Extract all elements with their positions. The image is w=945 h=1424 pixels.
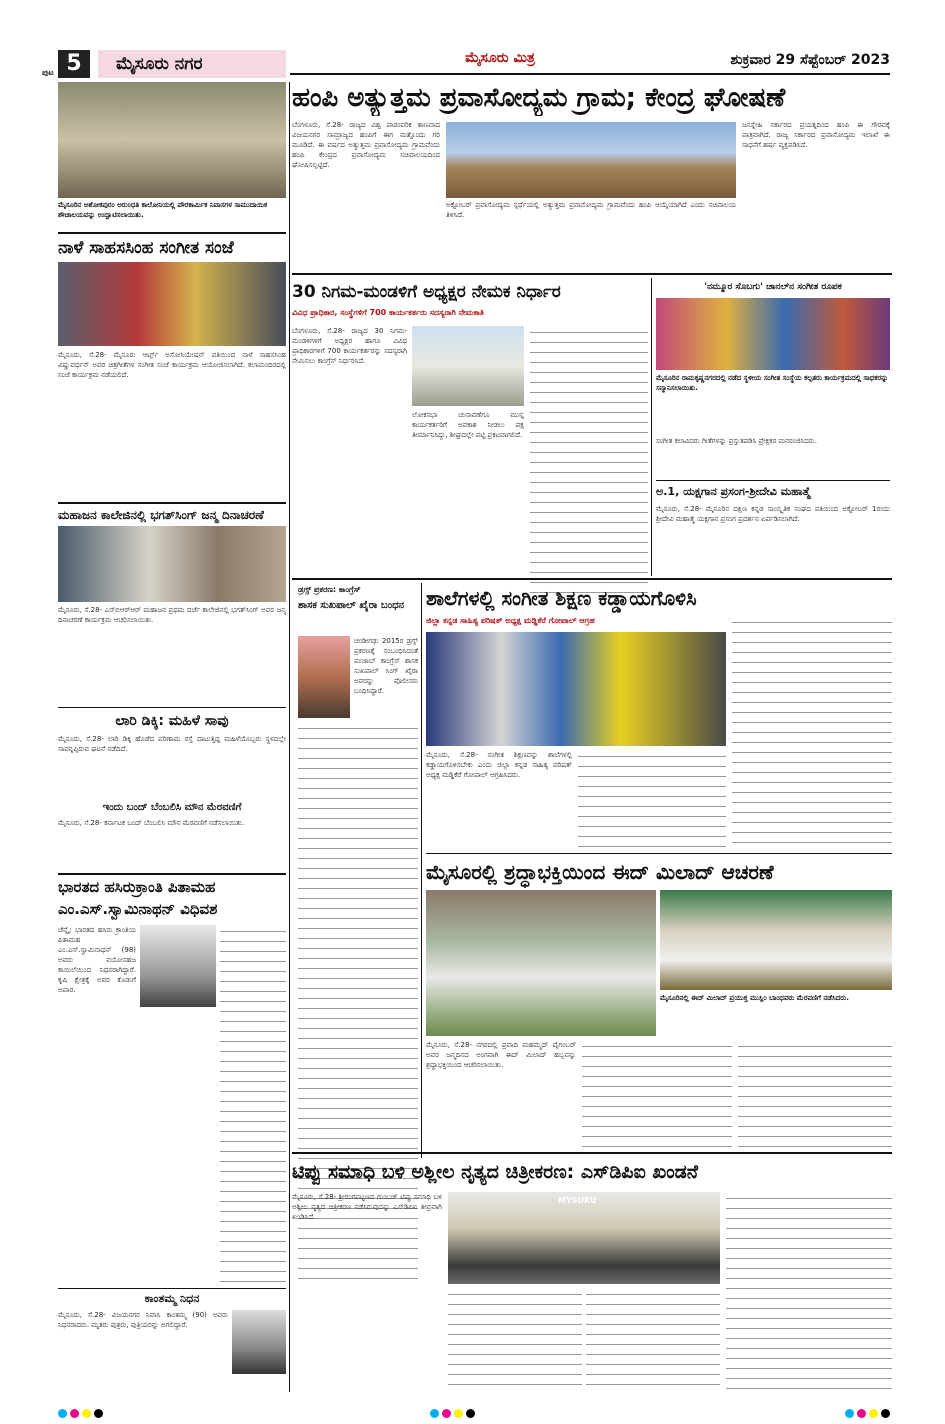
eid-body-col1: ಮೈಸೂರು, ಸೆ.28- ನಗರದಲ್ಲಿ ಪ್ರವಾದಿ ಮಹಮ್ಮದ್ ಪೈಗಂಬರ್ ಅವರ ಜನ್ಮದಿನದ ಅಂಗವಾಗಿ ಈದ್ ಮಿಲಾದ್ ಹಬ್ಬವನ್ನು ಶ್ರದ್ಧಾಭಕ್ತಿಯಿಂದ ಆಚರಿಸಲಾಯಿತು. bbox=[426, 1041, 576, 1069]
swaminathan-headline-2: ಎಂ.ಎಸ್.ಸ್ವಾಮಿನಾಥನ್ ವಿಧಿವಶ bbox=[58, 900, 218, 918]
bandh-body: ಮೈಸೂರು, ಸೆ.28- ಕರ್ನಾಟಕ ಬಂದ್ ಬೆಂಬಲಿಸಿ ಮೌನ ಮೆರವಣಿಗೆ ನಡೆಸಲಾಯಿತು. bbox=[58, 819, 245, 827]
hampi-body-col2: ಅಕ್ಟೋಬರ್ ಪ್ರವಾಸೋದ್ಯಮ ಸ್ಪರ್ಧೆಯಲ್ಲಿ ಅತ್ಯುತ್ತಮ ಪ್ರವಾಸೋದ್ಯಮ ಗ್ರಾಮವೆಂದು ಹಂಪಿ ಆಯ್ಕೆಯಾಗಿದೆ ಎಂದು ಸಚಿವಾಲಯ ತಿಳಿಸಿದೆ. bbox=[446, 201, 736, 219]
eid-headline: ಮೈಸೂರಲ್ಲಿ ಶ್ರದ್ಧಾಭಕ್ತಿಯಿಂದ ಈದ್ ಮಿಲಾದ್ ಆಚರಣೆ bbox=[426, 860, 774, 884]
hampi-body-col1: ಬೆಂಗಳೂರು, ಸೆ.28- ರಾಜ್ಯದ ವಿಶ್ವ ಪಾರಂಪರಿಕ ತಾಣವಾದ ವಿಜಯನಗರ ಸಾಮ್ರಾಜ್ಯದ ಹಂಪಿಗೆ ಈಗ ಮತ್ತೊಂದು ಗರಿ ಮೂಡಿದೆ. ಈ ವರ್ಷದ ಅತ್ಯುತ್ತಮ ಪ್ರವಾಸೋದ್ಯಮ ಗ್ರಾಮವೆಂದು ಹಂಪಿ ಕೇಂದ್ರದ ಪ್ರವಾಸೋದ್ಯಮ ಸಚಿವಾಲಯದಿಂದ ಘೋಷಿಸಲ್ಪಟ್ಟಿದೆ. bbox=[292, 121, 440, 169]
nigama-headline: 30 ನಿಗಮ-ಮಂಡಳಿಗೆ ಅಧ್ಯಕ್ಷರ ನೇಮಕ ನಿರ್ಧಾರ bbox=[292, 282, 561, 302]
tippu-photo-banner: MYSURU bbox=[558, 1196, 597, 1205]
yakshagana-body: ಮೈಸೂರು, ಸೆ.28- ಮೈಸೂರಿನ ದಕ್ಷಿಣ ಕನ್ನಡ ಸಾಂಸ್ಕೃತಿಕ ಸಂಘದ ವತಿಯಿಂದ ಅಕ್ಟೋಬರ್ 1ರಂದು ಶ್ರೀದೇವಿ ಮಹಾತ್ಮೆ ಯಕ್ಷಗಾನ ಪ್ರಸಂಗ ಪ್ರದರ್ಶನ ಏರ್ಪಡಿಸಲಾಗಿದೆ. bbox=[656, 505, 890, 523]
kanthamma-headline: ಕಾಂತಮ್ಮ ನಿಧನ bbox=[144, 1292, 200, 1305]
music-school-photo bbox=[426, 632, 726, 746]
section-title: ಮೈಸೂರು ನಗರ bbox=[98, 50, 286, 78]
right-rule-1 bbox=[656, 480, 890, 481]
bhagat-singh-headline: ಮಹಾಜನ ಕಾಲೇಜಿನಲ್ಲಿ ಭಗತ್‌ಸಿಂಗ್ ಜನ್ಮ ದಿನಾಚರಣೆ bbox=[58, 508, 264, 522]
page-number-badge bbox=[42, 50, 90, 78]
hampi-temple-photo bbox=[446, 122, 736, 198]
hampi-body-col3: ಜನಸ್ನೇಹಿ ಸರ್ಕಾರದ ಪ್ರಯತ್ನದಿಂದ ಹಂಪಿ ಈ ಗೌರವಕ್ಕೆ ಪಾತ್ರವಾಗಿದೆ. ರಾಜ್ಯ ಸರ್ಕಾರದ ಪ್ರವಾಸೋದ್ಯಮ ಇಲಾಖೆ ಈ ಸಾಧನೆಗೆ ಹರ್ಷ ವ್ಯಕ್ತಪಡಿಸಿದೆ. bbox=[742, 121, 890, 149]
column-divider-mid bbox=[651, 278, 652, 576]
sangeetha-photo bbox=[58, 262, 286, 346]
page-number: 5 bbox=[66, 51, 82, 76]
lorry-body: ಮೈಸೂರು, ಸೆ.28- ಲಾರಿ ಡಿಕ್ಕಿ ಹೊಡೆದ ಪರಿಣಾಮ ರಸ್ತೆ ದಾಟುತ್ತಿದ್ದ ಮಹಿಳೆಯೊಬ್ಬರು ಸ್ಥಳದಲ್ಲೇ ಸಾವನ್ನಪ್ಪಿರುವ ಘಟನೆ ನಡೆದಿದೆ. bbox=[58, 735, 286, 753]
drugs-headline: ಶಾಸಕ ಸುಖಪಾಲ್ ಖೈರಾ ಬಂಧನ bbox=[298, 600, 405, 611]
swaminathan-headline-1: ಭಾರತದ ಹಸಿರುಕ್ರಾಂತಿ ಪಿತಾಮಹ bbox=[58, 878, 216, 896]
music-school-body-col3 bbox=[732, 616, 892, 850]
tippu-body-col1: ಮೈಸೂರು, ಸೆ.28- ಶ್ರೀರಂಗಪಟ್ಟಣದ ಗುಂಬಜ್ ಟಿಪ್ಪು ಸಮಾಧಿ ಬಳಿ ಅಶ್ಲೀಲ ನೃತ್ಯದ ಚಿತ್ರೀಕರಣ ನಡೆಸಿರುವುದನ್ನು ಎಸ್‌ಡಿಪಿಐ ತೀವ್ರವಾಗಿ ಖಂಡಿಸಿದೆ. bbox=[292, 1193, 442, 1221]
nigama-body-col2: ಲೋಕಸಭಾ ಚುನಾವಣೆಗೂ ಮುನ್ನ ಕಾರ್ಯಕರ್ತರಿಗೆ ಅವಕಾಶ ನೀಡಲು ಪಕ್ಷ ತೀರ್ಮಾನಿಸಿದ್ದು, ಶೀಘ್ರದಲ್ಲೇ ಪಟ್ಟಿ ಪ್ರಕಟವಾಗಲಿದೆ. bbox=[412, 411, 524, 439]
toilet-inauguration-photo bbox=[58, 82, 286, 198]
khaira-portrait bbox=[298, 636, 350, 718]
mid-rule-3 bbox=[292, 1152, 892, 1154]
left-rule-5 bbox=[58, 1288, 286, 1289]
toilet-photo-caption: ಮೈಸೂರಿನ ಅಶೋಕಪುರಂ ಅರುಂಧತಿ ಕಾಲೋನಿಯಲ್ಲಿ ಪೌರಕಾರ್ಮಿಕ ನಿವಾಸಗಳ ಸಾಮುದಾಯಿಕ ಶೌಚಾಲಯವನ್ನು ಉದ್ಘಾಟಿಸಲಾಯಿತು. bbox=[58, 201, 268, 219]
eid-caption: ಮೈಸೂರಿನಲ್ಲಿ ಈದ್ ಮಿಲಾದ್ ಪ್ರಯುಕ್ತ ಮುಸ್ಲಿಂ ಬಾಂಧವರು ಮೆರವಣಿಗೆ ನಡೆಸಿದರು. bbox=[660, 994, 849, 1002]
registration-dots-bottom bbox=[430, 1403, 500, 1413]
music-school-headline: ಶಾಲೆಗಳಲ್ಲಿ ಸಂಗೀತ ಶಿಕ್ಷಣ ಕಡ್ಡಾಯಗೊಳಿಸಿ bbox=[426, 586, 697, 610]
eid-procession-photo bbox=[426, 890, 656, 1036]
yakshagana-headline: ಅ.1, ಯಕ್ಷಗಾನ ಪ್ರಸಂಗ-ಶ್ರೀದೇವಿ ಮಹಾತ್ಮೆ bbox=[656, 485, 811, 498]
left-rule-4 bbox=[58, 873, 286, 875]
eid-body-col2 bbox=[582, 1040, 732, 1148]
newspaper-name: ಮೈಸೂರು ಮಿತ್ರ bbox=[465, 50, 535, 66]
mid-rule-2 bbox=[426, 853, 892, 854]
page-label: ಪುಟ bbox=[42, 68, 54, 77]
drugs-kicker: ಡ್ರಗ್ಸ್ ಪ್ರಕರಣ: ಕಾಂಗ್ರೆಸ್ bbox=[298, 585, 361, 594]
left-rule-2 bbox=[58, 502, 286, 504]
namma-sobagu-headline: 'ನಮ್ಮೂರ ಸೊಬಗು' ಚಾನಲ್‌ನ ಸಂಗೀತ ರೂಪಕ bbox=[704, 282, 842, 292]
nigama-body-col3 bbox=[530, 326, 648, 596]
swaminathan-body-col1: ಚೆನ್ನೈ: ಭಾರತದ ಹಸಿರು ಕ್ರಾಂತಿಯ ಪಿತಾಮಹ ಎಂ.ಎಸ್.ಸ್ವಾಮಿನಾಥನ್ (98) ಅವರು ವಯೋಸಹಜ ಕಾಯಿಲೆಯಿಂದ ನಿಧನರಾಗಿದ್ದಾರೆ. ಕೃಷಿ ಕ್ಷೇತ್ರಕ್ಕೆ ಅವರ ಕೊಡುಗೆ ಅಪಾರ. bbox=[58, 926, 136, 994]
column-divider-left bbox=[289, 82, 290, 1392]
left-rule-1 bbox=[58, 232, 286, 234]
registration-dots-corner bbox=[845, 1403, 915, 1413]
namma-sobagu-caption: ಮೈಸೂರಿನ ರಾಮಕೃಷ್ಣನಗರದಲ್ಲಿ ನಡೆದ ಸ್ಥಳೀಯ ಸಂಗೀತ ಸಂಸ್ಥೆಯ ಕಲ್ಪತರು ಕಾರ್ಯಕ್ರಮದಲ್ಲಿ ಸಾಧಕರನ್ನು ಸನ್ಮಾನಿಸಲಾಯಿತು. bbox=[656, 374, 889, 392]
publication-date: ಶುಕ್ರವಾರ 29 ಸೆಪ್ಟೆಂಬರ್ 2023 bbox=[730, 52, 890, 68]
sangeetha-body: ಮೈಸೂರು, ಸೆ.28- ಮೈಸೂರು ಆರ್ಟ್ಸ್ ಅಸೋಸಿಯೇಷನ್ ವತಿಯಿಂದ ನಾಳೆ ಸಾಹಸಸಿಂಹ ವಿಷ್ಣುವರ್ಧನ್ ಅವರ ಚಿತ್ರಗೀತೆಗಳ ಸಂಗೀತ ಸಂಜೆ ಕಾರ್ಯಕ್ರಮ ಆಯೋಜಿಸಲಾಗಿದೆ. ಕಲಾಮಂದಿರದಲ್ಲಿ ಸಂಜೆ ಕಾರ್ಯಕ್ರಮ ನಡೆಯಲಿದೆ. bbox=[58, 351, 286, 379]
bhagat-singh-photo bbox=[58, 526, 286, 602]
lorry-headline: ಲಾರಿ ಡಿಕ್ಕಿ: ಮಹಿಳೆ ಸಾವು bbox=[115, 713, 229, 729]
music-school-body-col1: ಮೈಸೂರು, ಸೆ.28- ಸಂಗೀತ ಶಿಕ್ಷಣವನ್ನು ಶಾಲೆಗಳಲ್ಲಿ ಕಡ್ಡಾಯಗೊಳಿಸಬೇಕು ಎಂದು ಜಿಲ್ಲಾ ಕನ್ನಡ ಸಾಹಿತ್ಯ ಪರಿಷತ್ ಅಧ್ಯಕ್ಷ ಮಡ್ಡಿಕೆರೆ ಗೋಪಾಲ್ ಆಗ್ರಹಿಸಿದರು. bbox=[426, 751, 572, 779]
tippu-body-col4 bbox=[726, 1192, 892, 1392]
namma-sobagu-photo bbox=[656, 298, 890, 370]
nigama-body-col1: ಬೆಂಗಳೂರು, ಸೆ.28- ರಾಜ್ಯದ 30 ನಿಗಮ-ಮಂಡಳಿಗಳಿಗೆ ಅಧ್ಯಕ್ಷರ ಹಾಗೂ ವಿವಿಧ ಪ್ರಾಧಿಕಾರಗಳಿಗೆ 700 ಕಾರ್ಯಕರ್ತರನ್ನು ಸದಸ್ಯರಾಗಿ ನೇಮಿಸಲು ಕಾಂಗ್ರೆಸ್ ನಿರ್ಧರಿಸಿದೆ. bbox=[292, 327, 407, 365]
left-rule-3 bbox=[58, 707, 286, 708]
hampi-headline: ಹಂಪಿ ಅತ್ಯುತ್ತಮ ಪ್ರವಾಸೋದ್ಯಮ ಗ್ರಾಮ; ಕೇಂದ್ರ ಘೋಷಣೆ bbox=[292, 83, 786, 113]
column-divider-drugs bbox=[421, 583, 422, 1158]
hampi-rule bbox=[292, 273, 892, 275]
namma-sobagu-body: ಸಂಗೀತ ಕಲಾವಿದರು ಗೀತೆಗಳನ್ನು ಪ್ರಸ್ತುತಪಡಿಸಿ ಪ್ರೇಕ್ಷಕರ ಮನರಂಜಿಸಿದರು. bbox=[656, 437, 817, 445]
sangeetha-headline: ನಾಳೆ ಸಾಹಸಸಿಂಹ ಸಂಗೀತ ಸಂಜೆ bbox=[58, 238, 234, 258]
tippu-body-col2 bbox=[448, 1288, 582, 1392]
kanthamma-portrait bbox=[232, 1310, 286, 1374]
swaminathan-portrait bbox=[140, 925, 216, 1007]
mid-rule-1 bbox=[292, 578, 892, 580]
nigama-subhead: ವಿವಿಧ ಪ್ರಾಧಿಕಾರ, ಸಂಸ್ಥೆಗಳಿಗೆ 700 ಕಾರ್ಯಕರ್ತರು ಸದಸ್ಯರಾಗಿ ನೇಮಕಾತಿ bbox=[292, 308, 485, 317]
registration-dots-left bbox=[58, 1403, 128, 1413]
eid-gathering-photo bbox=[660, 890, 892, 990]
music-school-subhead: ಜಿಲ್ಲಾ ಕನ್ನಡ ಸಾಹಿತ್ಯ ಪರಿಷತ್ ಅಧ್ಯಕ್ಷ ಮಡ್ಡಿಕೆರೆ ಗೋಪಾಲ್ ಆಗ್ರಹ bbox=[426, 616, 595, 625]
bandh-subhead: ಇಂದು ಬಂದ್ ಬೆಂಬಲಿಸಿ ಮೌನ ಮೆರವಣಿಗೆ bbox=[102, 802, 242, 813]
tippu-press-meet-photo bbox=[448, 1192, 720, 1284]
header-rule bbox=[290, 73, 890, 75]
tippu-headline: ಟಿಪ್ಪು ಸಮಾಧಿ ಬಳಿ ಅಶ್ಲೀಲ ನೃತ್ಯದ ಚಿತ್ರೀಕರಣ: ಎಸ್‌ಡಿಪಿಐ ಖಂಡನೆ bbox=[292, 1161, 699, 1183]
swaminathan-body-col2 bbox=[220, 925, 286, 1285]
music-school-body-col2 bbox=[578, 750, 726, 850]
kanthamma-body: ಮೈಸೂರು, ಸೆ.28- ವಿಜಯನಗರ ನಿವಾಸಿ ಕಾಂತಮ್ಮ (90) ಅವರು ನಿಧನರಾದರು. ಮೃತರು ಪುತ್ರರು, ಪುತ್ರಿಯರನ್ನು ಅಗಲಿದ್ದಾರೆ. bbox=[58, 1311, 228, 1329]
eid-body-col3 bbox=[738, 1040, 892, 1148]
tippu-body-col3 bbox=[586, 1288, 720, 1392]
bhagat-singh-body: ಮೈಸೂರು, ಸೆ.28- ಎಸ್‌ಬಿಆರ್‌ಆರ್ ಮಹಾಜನ ಪ್ರಥಮ ದರ್ಜೆ ಕಾಲೇಜಿನಲ್ಲಿ ಭಗತ್‌ಸಿಂಗ್ ಅವರ ಜನ್ಮ ದಿನಾಚರಣೆ ಕಾರ್ಯಕ್ರಮ ಆಚರಿಸಲಾಯಿತು. bbox=[58, 606, 286, 624]
drugs-body-col1: ಚಂಡೀಗಢ: 2015ರ ಡ್ರಗ್ಸ್ ಪ್ರಕರಣಕ್ಕೆ ಸಂಬಂಧಿಸಿದಂತೆ ಪಂಜಾಬ್ ಕಾಂಗ್ರೆಸ್ ಶಾಸಕ ಸುಖಪಾಲ್ ಸಿಂಗ್ ಖೈರಾ ಅವರನ್ನು ಪೊಲೀಸರು ಬಂಧಿಸಿದ್ದಾರೆ. bbox=[354, 637, 418, 695]
vidhana-soudha-photo bbox=[412, 326, 524, 406]
